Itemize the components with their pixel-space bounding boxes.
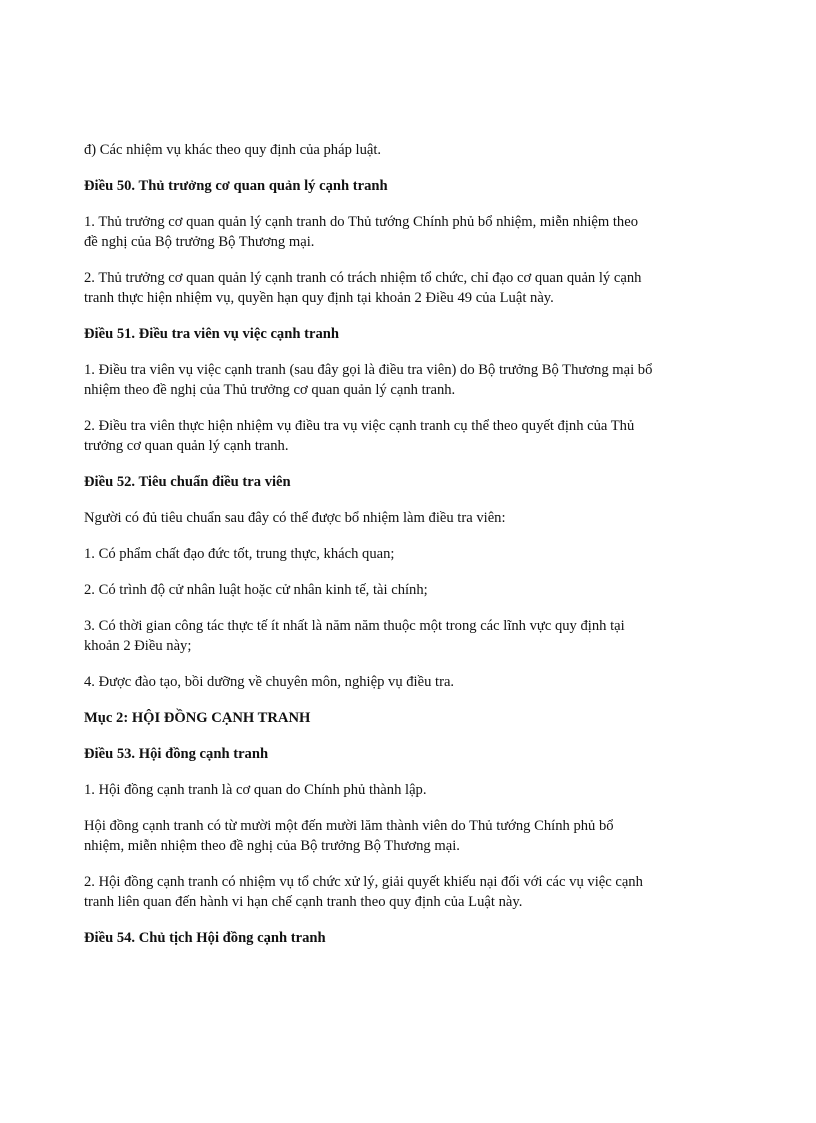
paragraph: [84, 140, 734, 160]
paragraph: [84, 508, 734, 528]
paragraph: [84, 816, 734, 856]
text-line: đ) Các nhiệm vụ khác theo quy định của pháp luật.: [84, 142, 382, 158]
text-line: tranh thực hiện nhiệm vụ, quyền hạn quy định tại khoản 2 Điều 49 của Luật này.: [84, 290, 554, 306]
text-line: 2. Hội đồng cạnh tranh có nhiệm vụ tổ chức xử lý, giải quyết khiếu nại đối với các vụ việc cạnh: [84, 874, 643, 890]
text-line: khoản 2 Điều này;: [84, 638, 192, 654]
text-line: 1. Điều tra viên vụ việc cạnh tranh (sau đây gọi là điều tra viên) do Bộ trưởng Bộ Thương mại bổ: [84, 362, 653, 378]
text-line: trưởng cơ quan quản lý cạnh tranh.: [84, 438, 289, 454]
text-line: đề nghị của Bộ trưởng Bộ Thương mại.: [84, 234, 315, 250]
section-heading: [84, 176, 734, 196]
text-line: Điều 54. Chủ tịch Hội đồng cạnh tranh: [84, 930, 326, 946]
text-line: 3. Có thời gian công tác thực tế ít nhất là năm năm thuộc một trong các lĩnh vực quy định tại: [84, 618, 625, 634]
text-line: nhiệm, miễn nhiệm theo đề nghị của Bộ trưởng Bộ Thương mại.: [84, 838, 460, 854]
paragraph: [84, 212, 734, 252]
text-line: Mục 2: HỘI ĐỒNG CẠNH TRANH: [84, 710, 311, 726]
section-heading: [84, 708, 734, 728]
text-line: Điều 50. Thủ trưởng cơ quan quản lý cạnh tranh: [84, 178, 388, 194]
paragraph: [84, 872, 734, 912]
text-line: 4. Được đào tạo, bồi dưỡng về chuyên môn, nghiệp vụ điều tra.: [84, 674, 455, 690]
text-line: 2. Thủ trưởng cơ quan quản lý cạnh tranh có trách nhiệm tổ chức, chỉ đạo cơ quan quản lý cạnh: [84, 270, 642, 286]
document-page: [84, 140, 734, 964]
paragraph: [84, 780, 734, 800]
text-line: 1. Có phẩm chất đạo đức tốt, trung thực, khách quan;: [84, 546, 395, 562]
section-heading: [84, 324, 734, 344]
text-line: 2. Điều tra viên thực hiện nhiệm vụ điều tra vụ việc cạnh tranh cụ thể theo quyết định của Thủ: [84, 418, 635, 434]
text-line: Điều 53. Hội đồng cạnh tranh: [84, 746, 269, 762]
text-line: Hội đồng cạnh tranh có từ mười một đến mười lăm thành viên do Thủ tướng Chính phủ bổ: [84, 818, 614, 834]
section-heading: [84, 472, 734, 492]
section-heading: [84, 928, 734, 948]
text-line: Người có đủ tiêu chuẩn sau đây có thể được bổ nhiệm làm điều tra viên:: [84, 510, 506, 526]
text-line: 1. Hội đồng cạnh tranh là cơ quan do Chính phủ thành lập.: [84, 782, 427, 798]
paragraph: [84, 360, 734, 400]
paragraph: [84, 544, 734, 564]
section-heading: [84, 744, 734, 764]
paragraph: [84, 672, 734, 692]
text-line: 2. Có trình độ cử nhân luật hoặc cử nhân kinh tế, tài chính;: [84, 582, 428, 598]
text-line: Điều 52. Tiêu chuẩn điều tra viên: [84, 474, 291, 490]
text-line: nhiệm theo đề nghị của Thủ trưởng cơ quan quản lý cạnh tranh.: [84, 382, 456, 398]
text-line: tranh liên quan đến hành vi hạn chế cạnh tranh theo quy định của Luật này.: [84, 894, 523, 910]
paragraph: [84, 616, 734, 656]
paragraph: [84, 416, 734, 456]
text-line: 1. Thủ trưởng cơ quan quản lý cạnh tranh do Thủ tướng Chính phủ bổ nhiệm, miễn nhiệm theo: [84, 214, 638, 230]
paragraph: [84, 268, 734, 308]
text-line: Điều 51. Điều tra viên vụ việc cạnh tranh: [84, 326, 339, 342]
paragraph: [84, 580, 734, 600]
